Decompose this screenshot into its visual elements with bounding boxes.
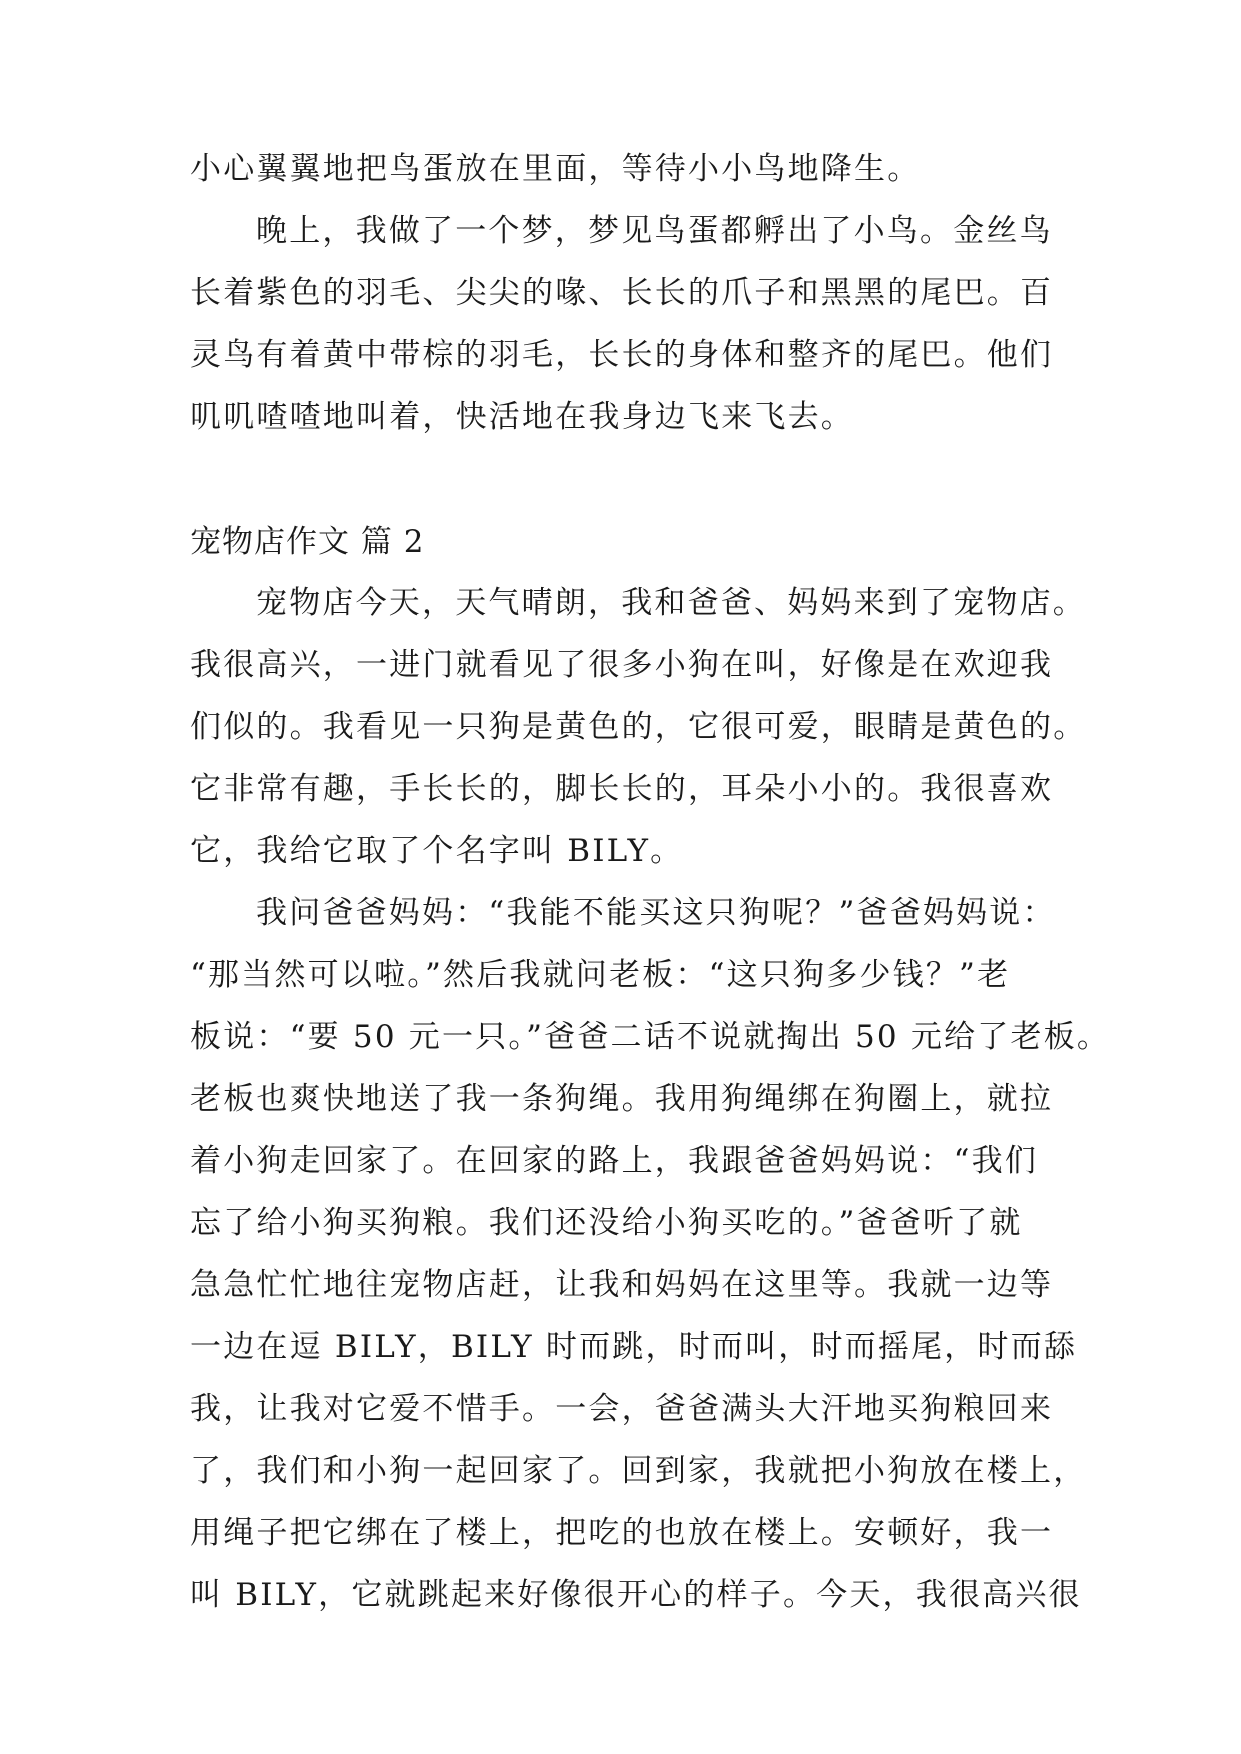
section-heading: 宠物店作文 篇 2 xyxy=(190,524,425,560)
text-line: 叽叽喳喳地叫着，快活地在我身边飞来飞去。 xyxy=(190,399,854,435)
text-line: 板说：“要 50 元一只。”爸爸二话不说就掏出 50 元给了老板。 xyxy=(190,1019,1111,1055)
text-line: 急急忙忙地往宠物店赶，让我和妈妈在这里等。我就一边等 xyxy=(190,1267,1054,1303)
text-line: 忘了给小狗买狗粮。我们还没给小狗买吃的。”爸爸听了就 xyxy=(190,1205,1023,1241)
text-line: “那当然可以啦。”然后我就问老板：“这只狗多少钱？”老 xyxy=(190,957,1011,993)
text-line: 宠物店今天，天气晴朗，我和爸爸、妈妈来到了宠物店。 xyxy=(256,585,1086,621)
text-line: 老板也爽快地送了我一条狗绳。我用狗绳绑在狗圈上，就拉 xyxy=(190,1081,1054,1117)
text-line: 叫 BILY，它就跳起来好像很开心的样子。今天，我很高兴很 xyxy=(190,1577,1082,1613)
text-line: 晚上，我做了一个梦，梦见鸟蛋都孵出了小鸟。金丝鸟 xyxy=(256,213,1053,249)
text-line: 着小狗走回家了。在回家的路上，我跟爸爸妈妈说：“我们 xyxy=(190,1143,1039,1179)
text-line: 我很高兴，一进门就看见了很多小狗在叫，好像是在欢迎我 xyxy=(190,647,1054,683)
text-line: 我，让我对它爱不惜手。一会，爸爸满头大汗地买狗粮回来 xyxy=(190,1391,1054,1427)
text-line: 们似的。我看见一只狗是黄色的，它很可爱，眼睛是黄色的。 xyxy=(190,709,1087,745)
text-line: 灵鸟有着黄中带棕的羽毛，长长的身体和整齐的尾巴。他们 xyxy=(190,337,1054,373)
text-line: 一边在逗 BILY，BILY 时而跳，时而叫，时而摇尾，时而舔 xyxy=(190,1329,1078,1365)
text-line: 它，我给它取了个名字叫 BILY。 xyxy=(190,833,684,869)
text-line: 长着紫色的羽毛、尖尖的喙、长长的爪子和黑黑的尾巴。百 xyxy=(190,275,1054,311)
text-line: 了，我们和小狗一起回家了。回到家，我就把小狗放在楼上， xyxy=(190,1453,1087,1489)
text-line: 我问爸爸妈妈：“我能不能买这只狗呢？”爸爸妈妈说： xyxy=(256,895,1056,931)
text-line: 用绳子把它绑在了楼上，把吃的也放在楼上。安顿好，我一 xyxy=(190,1515,1054,1551)
text-line: 它非常有趣，手长长的，脚长长的，耳朵小小的。我很喜欢 xyxy=(190,771,1054,807)
text-line: 小心翼翼地把鸟蛋放在里面，等待小小鸟地降生。 xyxy=(190,151,921,187)
